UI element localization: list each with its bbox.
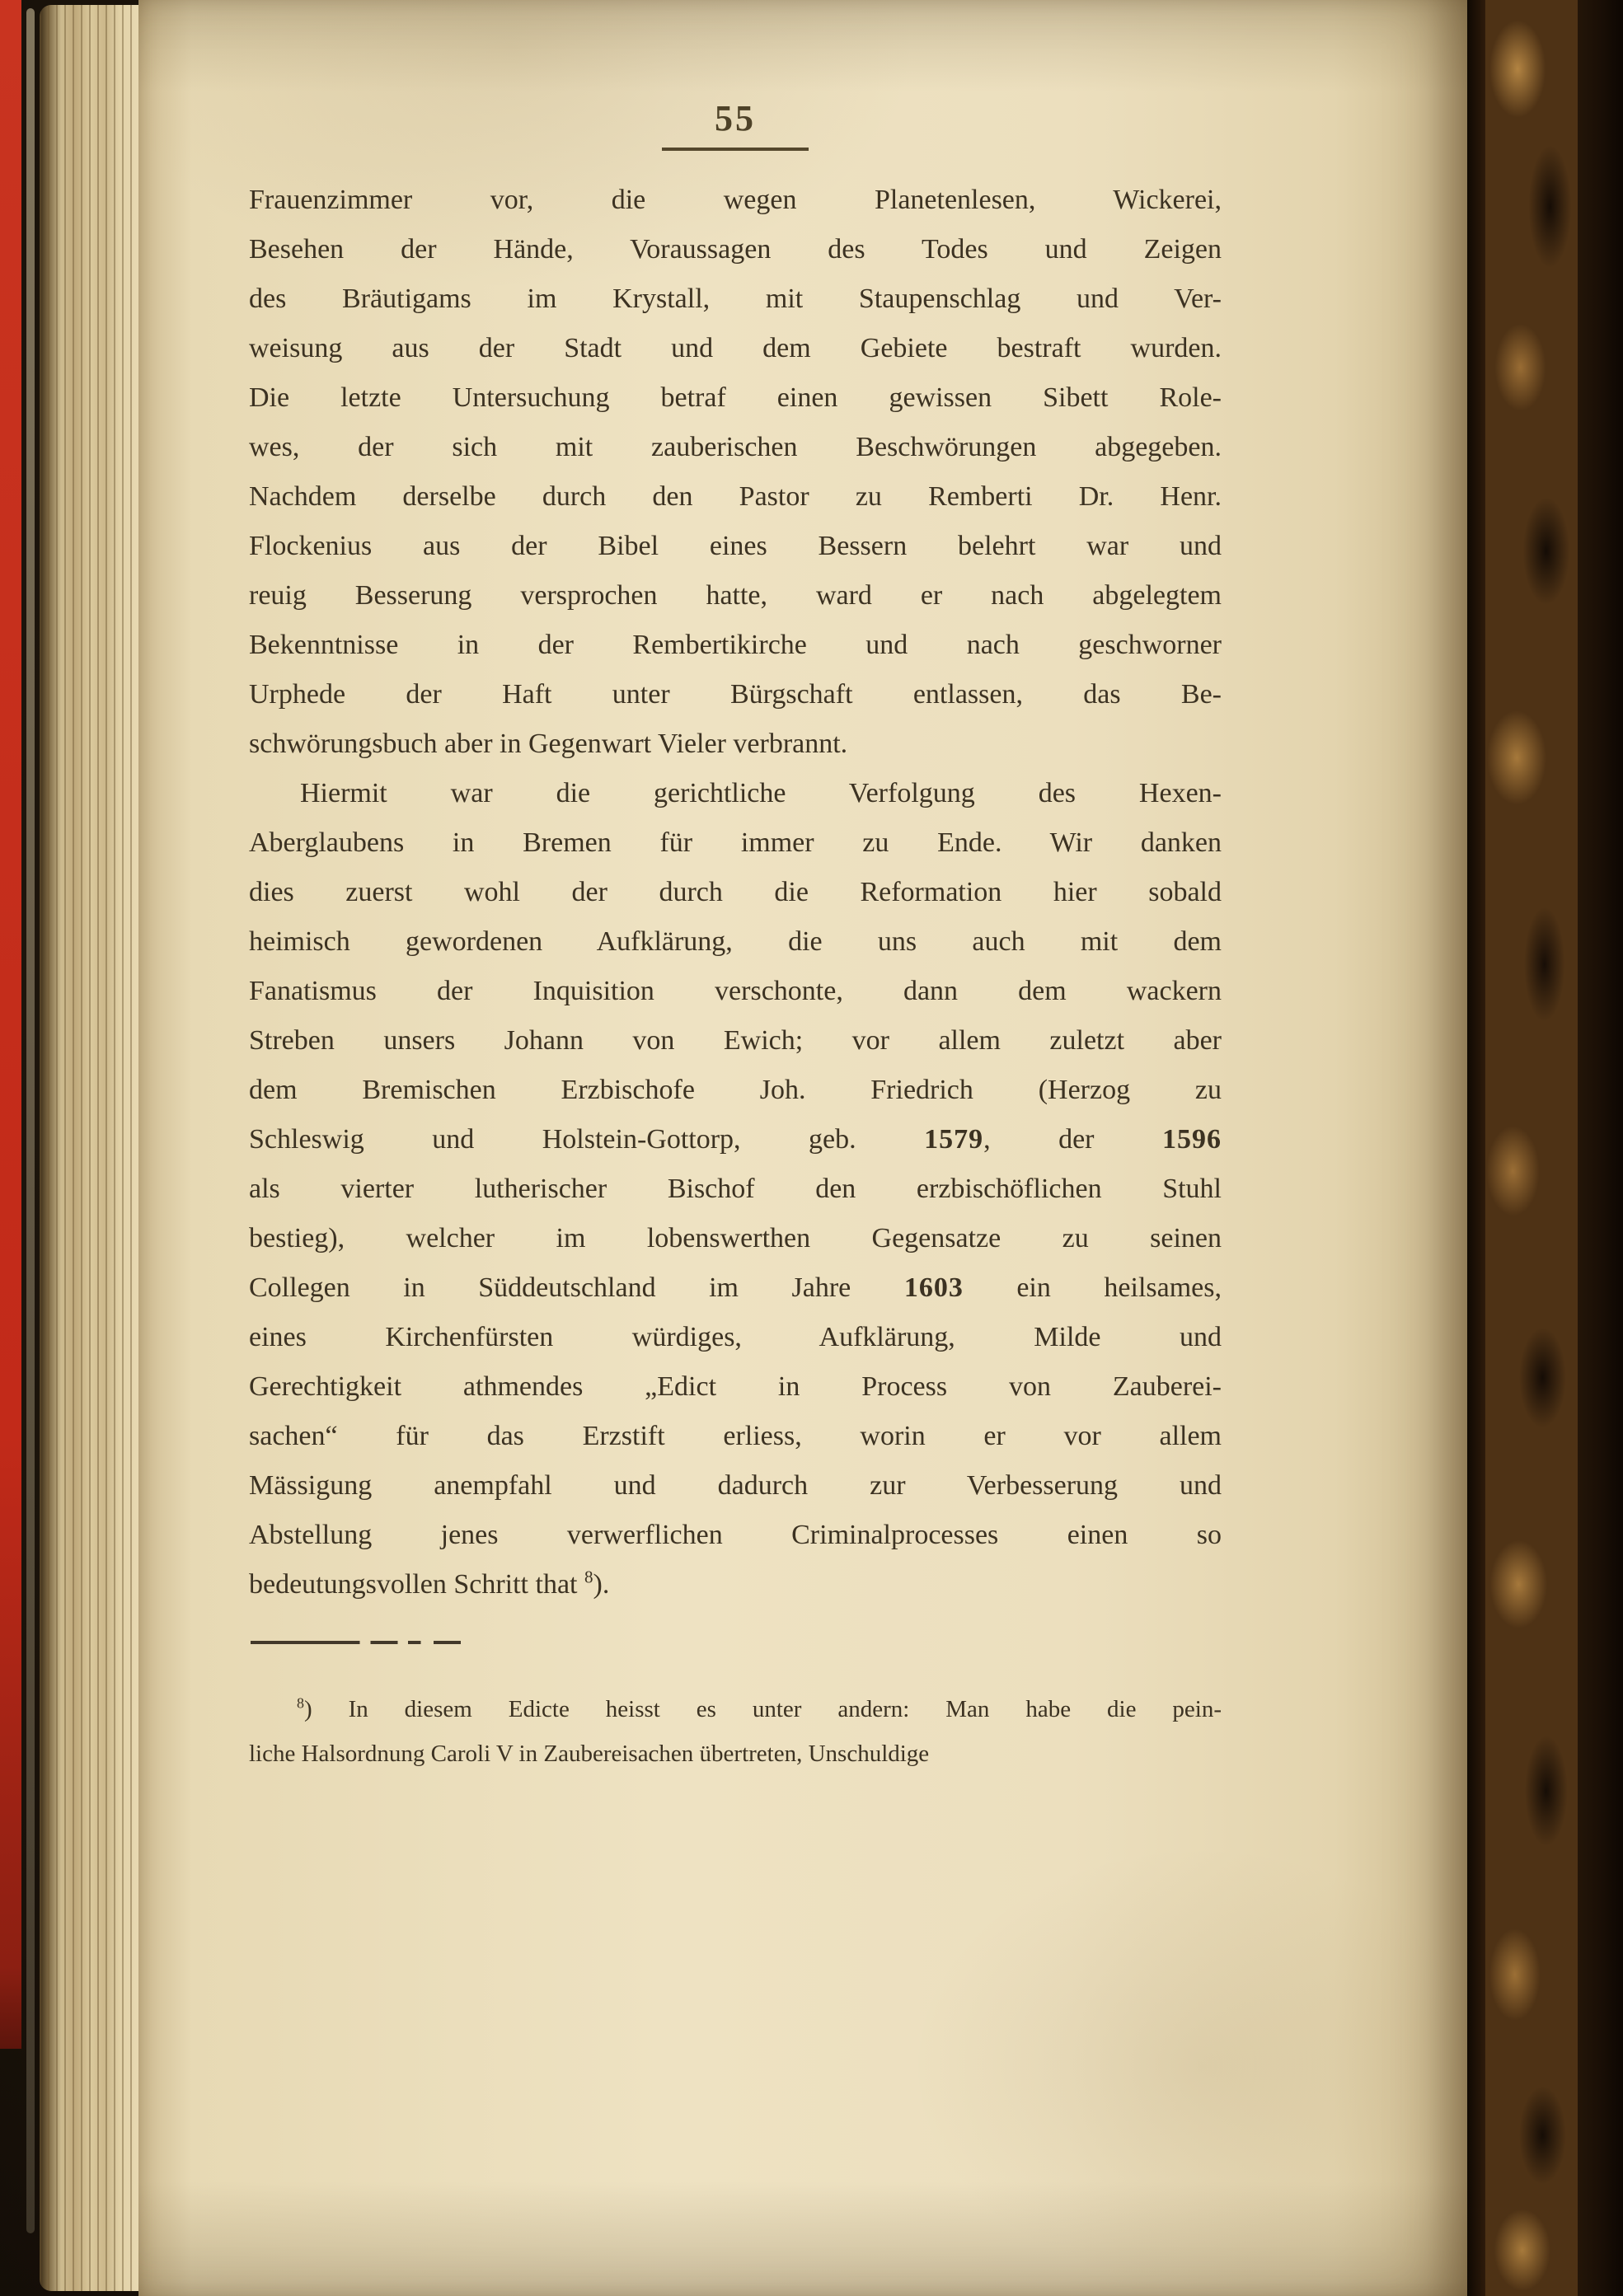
text-line: Nachdem derselbe durch den Pastor zu Remberti Dr. Henr.: [249, 481, 1222, 512]
text-line: heimisch gewordenen Aufklärung, die uns auch mit dem: [249, 926, 1222, 957]
text-line: weisung aus der Stadt und dem Gebiete bestraft wurden.: [249, 333, 1222, 363]
text-line: als vierter lutherischer Bischof den erzbischöflichen Stuhl: [249, 1174, 1222, 1204]
text-line: Hiermit war die gerichtliche Verfolgung des Hexen-: [300, 778, 1222, 808]
text-line: Schleswig und Holstein-Gottorp, geb. 1579, der 1596: [249, 1124, 1222, 1155]
text-line: Die letzte Untersuchung betraf einen gewissen Sibett Role-: [249, 382, 1222, 413]
text-line: Besehen der Hände, Voraussagen des Todes und Zeigen: [249, 234, 1222, 265]
page-header: [249, 0, 1222, 151]
footnote-line: liche Halsordnung Caroli V in Zaubereisachen übertreten, Unschuldige: [249, 1741, 930, 1767]
text-line: bestieg), welcher im lobenswerthen Gegensatze zu seinen: [249, 1223, 1222, 1253]
text-column: [249, 0, 1222, 1776]
text-line: Urphede der Haft unter Bürgschaft entlassen, das Be-: [249, 679, 1222, 710]
text-line: Collegen in Süddeutschland im Jahre 1603 ein heilsames,: [249, 1272, 1222, 1303]
red-page-edge: [0, 0, 21, 2049]
page-number: 55: [715, 98, 756, 138]
loose-page-edge: [26, 8, 35, 2233]
body-text: [249, 176, 1222, 1610]
text-line: Mässigung anempfahl und dadurch zur Verbesserung und: [249, 1470, 1222, 1501]
text-line: eines Kirchenfürsten würdiges, Aufklärung, Milde und: [249, 1322, 1222, 1352]
text-line: Streben unsers Johann von Ewich; vor allem zuletzt aber: [249, 1025, 1222, 1056]
text-line: schwörungsbuch aber in Gegenwart Vieler verbrannt.: [249, 729, 848, 759]
marbled-cover: [1485, 0, 1578, 2296]
footnote-line: $^8$) In diesem Edicte heisst es unter andern: Man habe die pein-: [297, 1694, 1222, 1722]
text-line: wes, der sich mit zauberischen Beschwörungen abgegeben.: [249, 432, 1222, 462]
paragraph: [249, 176, 1222, 769]
footnote-separator: [251, 1641, 461, 1644]
book-binding: [1467, 0, 1623, 2296]
paragraph: [249, 769, 1222, 1610]
text-line: dem Bremischen Erzbischofe Joh. Friedrich (Herzog zu: [249, 1075, 1222, 1105]
page-number-rule: [662, 148, 809, 151]
footnote-text: [249, 1687, 1222, 1776]
text-line: Frauenzimmer vor, die wegen Planetenlesen, Wickerei,: [249, 185, 1222, 215]
text-line: Gerechtigkeit athmendes „Edict in Process von Zauberei-: [249, 1371, 1222, 1402]
text-line: dies zuerst wohl der durch die Reformation hier sobald: [249, 877, 1222, 907]
page-edge-stack: [40, 5, 138, 2291]
text-line: Flockenius aus der Bibel eines Bessern belehrt war und: [249, 531, 1222, 561]
text-line: Bekenntnisse in der Rembertikirche und nach geschworner: [249, 630, 1222, 660]
book-page: [138, 0, 1467, 2296]
text-line: Abstellung jenes verwerflichen Criminalprocesses einen so: [249, 1520, 1222, 1550]
text-line: bedeutungsvollen Schritt that $^8$).: [249, 1567, 610, 1600]
text-line: sachen“ für das Erzstift erliess, worin er vor allem: [249, 1421, 1222, 1451]
text-line: Aberglaubens in Bremen für immer zu Ende. Wir danken: [249, 827, 1222, 858]
text-line: des Bräutigams im Krystall, mit Staupenschlag und Ver-: [249, 283, 1222, 314]
text-line: reuig Besserung versprochen hatte, ward er nach abgelegtem: [249, 580, 1222, 611]
text-line: Fanatismus der Inquisition verschonte, dann dem wackern: [249, 976, 1222, 1006]
